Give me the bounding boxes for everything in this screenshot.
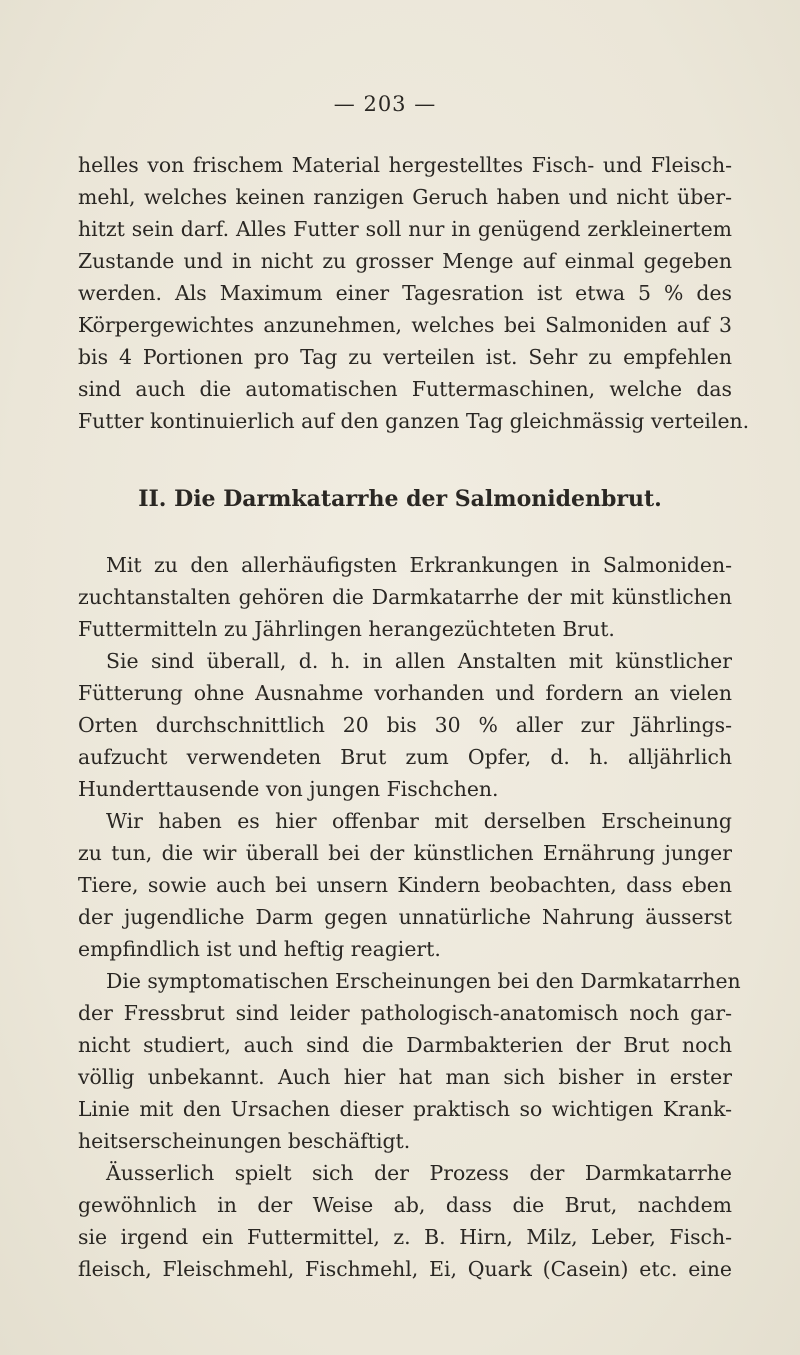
text-line: Futter kontinuierlich auf den ganzen Tag gleichmässig verteilen.: [78, 409, 750, 433]
text-line: Körpergewichtes anzunehmen, welches bei Salmoniden auf 3: [78, 313, 732, 337]
section-heading: II. Die Darmkatarrhe der Salmonidenbrut.: [138, 486, 662, 512]
text-line: mehl, welches keinen ranzigen Geruch haben und nicht über-: [78, 185, 732, 209]
text-line: bis 4 Portionen pro Tag zu verteilen ist. Sehr zu empfehlen: [78, 345, 732, 369]
text-line: werden. Als Maximum einer Tagesration ist etwa 5 % des: [78, 281, 732, 305]
text-line: Hunderttausende von jungen Fischchen.: [78, 777, 499, 801]
text-line: zu tun, die wir überall bei der künstlichen Ernährung junger: [78, 841, 732, 865]
text-line: Zustande und in nicht zu grosser Menge auf einmal gegeben: [78, 249, 732, 273]
text-line: Orten durchschnittlich 20 bis 30 % aller zur Jährlings-: [78, 713, 732, 737]
text-line: Fütterung ohne Ausnahme vorhanden und fordern an vielen: [78, 681, 732, 705]
text-line: Tiere, sowie auch bei unsern Kindern beobachten, dass eben: [78, 873, 732, 897]
text-line: Linie mit den Ursachen dieser praktisch so wichtigen Krank-: [78, 1097, 732, 1121]
text-line: zuchtanstalten gehören die Darmkatarrhe der mit künstlichen: [78, 585, 732, 609]
text-line: helles von frischem Material hergestelltes Fisch- und Fleisch-: [78, 153, 732, 177]
text-line: völlig unbekannt. Auch hier hat man sich bisher in erster: [78, 1065, 732, 1089]
text-line: Futtermitteln zu Jährlingen herangezüchteten Brut.: [78, 617, 615, 641]
text-line: Sie sind überall, d. h. in allen Anstalten mit künstlicher: [106, 649, 732, 673]
text-line: der jugendliche Darm gegen unnatürliche Nahrung äusserst: [78, 905, 732, 929]
text-line: fleisch, Fleischmehl, Fischmehl, Ei, Quark (Casein) etc. eine: [78, 1257, 732, 1281]
text-line: empfindlich ist und heftig reagiert.: [78, 937, 441, 961]
text-line: heitserscheinungen beschäftigt.: [78, 1129, 411, 1153]
page-number: — 203 —: [333, 92, 437, 116]
text-line: Mit zu den allerhäufigsten Erkrankungen in Salmoniden-: [106, 553, 732, 577]
text-line: sie irgend ein Futtermittel, z. B. Hirn, Milz, Leber, Fisch-: [78, 1225, 732, 1249]
text-line: Die symptomatischen Erscheinungen bei den Darmkatarrhen: [106, 969, 741, 993]
text-line: hitzt sein darf. Alles Futter soll nur in genügend zerkleinertem: [78, 217, 732, 241]
text-line: der Fressbrut sind leider pathologisch-anatomisch noch gar-: [78, 1001, 732, 1025]
text-line: nicht studiert, auch sind die Darmbakterien der Brut noch: [78, 1033, 732, 1057]
text-line: aufzucht verwendeten Brut zum Opfer, d. h. alljährlich: [78, 745, 732, 769]
intro-paragraph: [78, 149, 750, 437]
text-line: sind auch die automatischen Futtermaschinen, welche das: [78, 377, 732, 401]
section-body: [78, 549, 741, 1285]
text-line: Wir haben es hier offenbar mit derselben Erscheinung: [106, 809, 732, 833]
text-line: Äusserlich spielt sich der Prozess der Darmkatarrhe: [106, 1161, 732, 1185]
text-line: gewöhnlich in der Weise ab, dass die Brut, nachdem: [78, 1193, 732, 1217]
